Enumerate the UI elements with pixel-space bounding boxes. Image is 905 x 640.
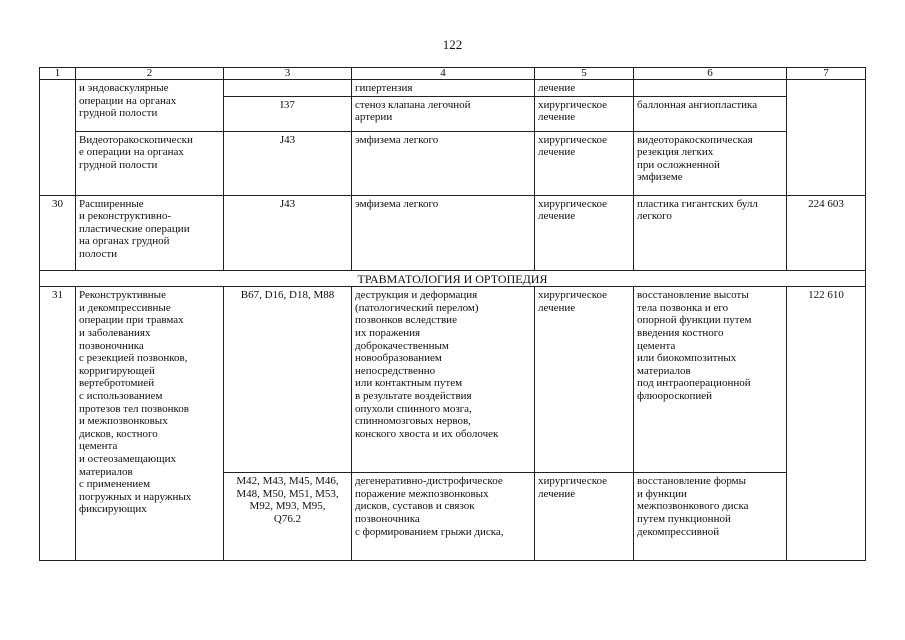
cell-line: эмфизема легкого xyxy=(355,197,439,210)
treatment-cell xyxy=(535,131,634,195)
cell-line: протезов тел позвонков xyxy=(79,402,189,415)
cell-line: резекция легких xyxy=(637,146,714,159)
table-row xyxy=(40,131,866,195)
cell-line: операции на органах xyxy=(79,94,177,107)
cell-line: стеноз клапана легочной xyxy=(355,98,471,111)
cell-line: полости xyxy=(79,247,118,260)
cell-line: лечение xyxy=(538,487,576,500)
cell-line: тела позвонка и его xyxy=(637,301,729,314)
diagnosis-cell xyxy=(352,287,535,473)
method-cell xyxy=(634,473,787,561)
column-header: 1 xyxy=(40,68,76,80)
codes-cell xyxy=(224,473,352,561)
cell-line: вертебротомией xyxy=(79,377,155,390)
cell-line: и остеозамещающих xyxy=(79,452,176,465)
cell-line: погружных и наружных xyxy=(79,490,192,503)
cell-line: доброкачественным xyxy=(355,339,449,352)
cell-line: материалов xyxy=(79,465,133,478)
method-cell xyxy=(634,195,787,270)
cell-line: межпозвонкового диска xyxy=(637,500,749,513)
column-header: 5 xyxy=(535,68,634,80)
cell-line: путем пункционной xyxy=(637,512,731,525)
codes-cell xyxy=(224,287,352,473)
cell-line: I37 xyxy=(280,98,295,111)
cell-line: их поражения xyxy=(355,326,421,339)
procedure-cell xyxy=(76,195,224,270)
cell-line: с формированием грыжи диска, xyxy=(355,525,504,538)
cell-line: в результате воздействия xyxy=(355,389,472,402)
cell-line: M42, M43, M45, M46, xyxy=(236,475,339,488)
cell-line: под интраоперационной xyxy=(637,377,751,390)
cell-line: лечение xyxy=(538,210,576,223)
page-number: 122 xyxy=(442,37,463,52)
cell-line: пластика гигантских булл xyxy=(637,197,758,210)
cell-line: эмфизема легкого xyxy=(355,133,439,146)
cell-line: и эндоваскулярные xyxy=(79,82,169,94)
column-header: 3 xyxy=(224,68,352,80)
cell-line: эмфиземе xyxy=(637,171,683,184)
section-title: ТРАВМАТОЛОГИЯ И ОРТОПЕДИЯ xyxy=(40,270,866,287)
cell-line: восстановление высоты xyxy=(637,289,749,302)
cell-line: и функции xyxy=(637,487,687,500)
column-header: 2 xyxy=(76,68,224,80)
method-cell xyxy=(634,131,787,195)
cell-line: лечение xyxy=(538,111,576,124)
treatment-cell xyxy=(535,80,634,97)
treatment-cell xyxy=(535,96,634,131)
cell-line: видеоторакоскопическая xyxy=(637,133,753,146)
cell-line: грудной полости xyxy=(79,158,158,171)
cell-line: J43 xyxy=(279,197,296,210)
cell-line: или контактным путем xyxy=(355,377,463,390)
cell-line: на органах грудной xyxy=(79,235,170,248)
procedures-table xyxy=(39,67,866,561)
cell-line: хирургическое xyxy=(538,197,608,210)
cell-line: пластические операции xyxy=(79,222,190,235)
cell-line: новообразованием xyxy=(355,352,442,365)
cell-line: операции при травмах xyxy=(79,314,184,327)
cell-line: корригирующей xyxy=(79,364,155,377)
cell-line: лечение xyxy=(538,146,576,159)
section-row xyxy=(40,270,866,287)
cell-line: M92, M93, M95, xyxy=(249,500,326,513)
codes-cell xyxy=(224,96,352,131)
method-cell xyxy=(634,96,787,131)
cell-line: позвонков вследствие xyxy=(355,314,457,327)
cell-line: лечение xyxy=(538,82,576,94)
cell-line: флюороскопией xyxy=(637,389,713,402)
cell-line: Расширенные xyxy=(79,197,144,210)
cell-line: цемента xyxy=(79,440,118,453)
cost-cell: 224 603 xyxy=(787,195,866,270)
cell-line: восстановление формы xyxy=(637,475,747,488)
cell-line: деструкция и деформация xyxy=(355,289,478,302)
entry-number-cell: 30 xyxy=(40,195,76,270)
column-header: 7 xyxy=(787,68,866,80)
cell-line: хирургическое xyxy=(538,98,608,111)
codes-cell xyxy=(224,195,352,270)
method-cell xyxy=(634,287,787,473)
cell-line: позвоночника xyxy=(79,339,144,352)
cell-line: с использованием xyxy=(79,389,163,402)
table-row xyxy=(40,80,866,97)
cost-cell: 122 610 xyxy=(787,287,866,561)
cell-line: дисков, суставов и связок xyxy=(355,500,475,513)
cell-line: хирургическое xyxy=(538,289,608,302)
cell-line: спинномозговых нервов, xyxy=(355,415,471,428)
cell-line: поражение межпозвонковых xyxy=(355,487,489,500)
cell-line: позвоночника xyxy=(355,512,420,525)
entry-number-cell xyxy=(40,80,76,196)
diagnosis-cell xyxy=(352,80,535,97)
cell-line: дегенеративно-дистрофическое xyxy=(355,475,503,488)
cell-line: гипертензия xyxy=(355,82,413,94)
cell-line: или биокомпозитных xyxy=(637,352,737,365)
codes-cell xyxy=(224,131,352,195)
treatment-cell xyxy=(535,287,634,473)
cell-line: баллонная ангиопластика xyxy=(637,98,758,111)
cell-line: и межпозвонковых xyxy=(79,415,168,428)
method-cell xyxy=(634,80,787,97)
cell-line: опухоли спинного мозга, xyxy=(355,402,472,415)
entry-number-cell: 31 xyxy=(40,287,76,561)
procedure-cell xyxy=(76,131,224,195)
cell-line: опорной функции путем xyxy=(637,314,752,327)
cell-line: непосредственно xyxy=(355,364,436,377)
column-header: 6 xyxy=(634,68,787,80)
procedure-cell xyxy=(76,80,224,132)
cell-line: с резекцией позвонков, xyxy=(79,352,188,365)
column-header: 4 xyxy=(352,68,535,80)
cell-line: с применением xyxy=(79,478,151,491)
cell-line: материалов xyxy=(637,364,691,377)
procedure-cell xyxy=(76,287,224,561)
cell-line: J43 xyxy=(279,133,296,146)
codes-cell xyxy=(224,80,352,97)
cell-line: конского хвоста и их оболочек xyxy=(355,427,499,440)
column-number-row xyxy=(40,68,866,80)
treatment-cell xyxy=(535,473,634,561)
cost-cell xyxy=(787,80,866,196)
cell-line: M48, M50, M51, M53, xyxy=(236,487,339,500)
cell-line: и декомпрессивные xyxy=(79,301,171,314)
cell-line: грудной полости xyxy=(79,107,158,120)
cell-line: и реконструктивно- xyxy=(79,210,172,223)
cell-line: хирургическое xyxy=(538,475,608,488)
cell-line: фиксирующих xyxy=(79,503,147,516)
table-row xyxy=(40,195,866,270)
cell-line: е операции на органах xyxy=(79,146,184,159)
diagnosis-cell xyxy=(352,96,535,131)
table-row xyxy=(40,287,866,473)
cell-line: дисков, костного xyxy=(79,427,158,440)
cell-line: введения костного xyxy=(637,326,724,339)
cell-line: Q76.2 xyxy=(273,512,302,525)
treatment-cell xyxy=(535,195,634,270)
cell-line: цемента xyxy=(637,339,676,352)
cell-line: B67, D16, D18, M88 xyxy=(240,289,335,302)
cell-line: (патологический перелом) xyxy=(355,301,479,314)
cell-line: Реконструктивные xyxy=(79,289,166,302)
cell-line: Видеоторакоскопически xyxy=(79,133,193,146)
cell-line: лечение xyxy=(538,301,576,314)
cell-line: хирургическое xyxy=(538,133,608,146)
cell-line: и заболеваниях xyxy=(79,326,151,339)
cell-line: декомпрессивной xyxy=(637,525,720,538)
diagnosis-cell xyxy=(352,195,535,270)
diagnosis-cell xyxy=(352,473,535,561)
cell-line: артерии xyxy=(355,111,393,124)
cell-line: легкого xyxy=(637,210,672,223)
diagnosis-cell xyxy=(352,131,535,195)
cell-line: при осложненной xyxy=(637,158,720,171)
